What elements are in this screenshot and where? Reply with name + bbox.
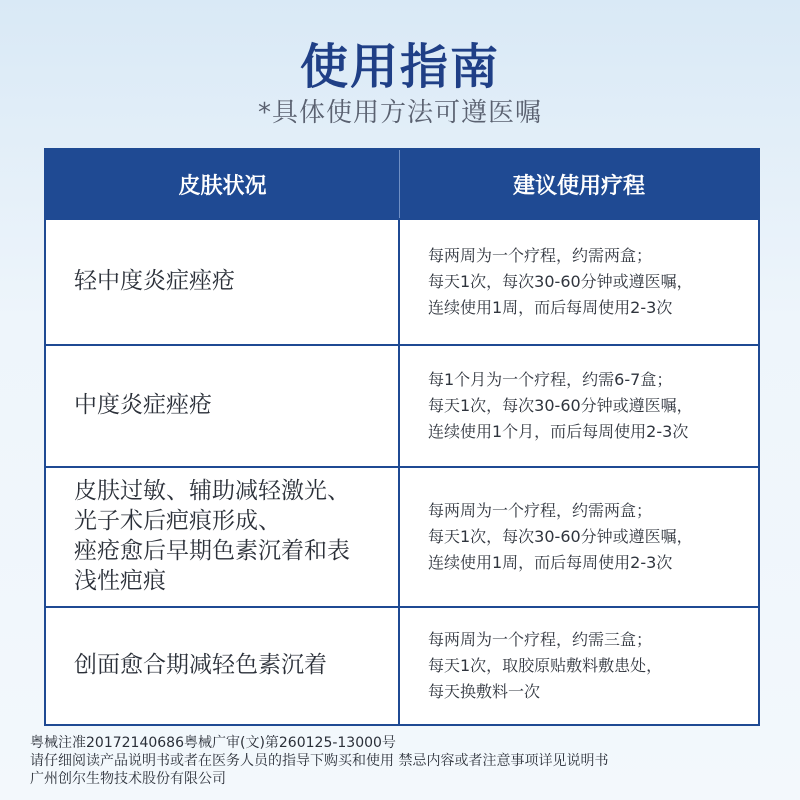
course-cell	[400, 468, 758, 606]
condition-line: 皮肤过敏、辅助减轻激光、	[74, 478, 350, 505]
course-line: 每天换敷料一次	[428, 682, 541, 701]
course-line: 每1个月为一个疗程，约需6-7盒；	[428, 370, 673, 389]
table-row	[46, 218, 758, 344]
course-cell	[400, 220, 758, 344]
condition-cell: 创面愈合期减轻色素沉着	[46, 608, 400, 724]
course-line: 每两周为一个疗程，约需两盒；	[428, 246, 653, 265]
usage-table	[44, 148, 760, 726]
usage-notice: 请仔细阅读产品说明书或者在医务人员的指导下购买和使用 禁忌内容或者注意事项详见说明书	[30, 753, 609, 769]
course-line: 每天1次，每次30-60分钟或遵医嘱，	[428, 527, 693, 546]
company-name: 广州创尔生物技术股份有限公司	[30, 771, 226, 787]
table-header	[46, 150, 758, 218]
course-line: 连续使用1个月，而后每周使用2-3次	[428, 422, 689, 441]
condition-cell: 中度炎症痤疮	[46, 346, 400, 466]
course-cell	[400, 608, 758, 724]
condition-line: 浅性疤痕	[74, 567, 166, 594]
course-line: 每天1次，每次30-60分钟或遵医嘱，	[428, 272, 693, 291]
header-skin-condition: 皮肤状况	[46, 150, 400, 218]
condition-line: 光子术后疤痕形成、	[74, 508, 281, 535]
course-line: 每天1次，每次30-60分钟或遵医嘱，	[428, 396, 693, 415]
page-title: 使用指南	[299, 39, 500, 95]
condition-line: 痤疮愈后早期色素沉着和表	[74, 538, 350, 564]
page-subtitle: *具体使用方法可遵医嘱	[257, 98, 542, 128]
footer-disclaimer	[30, 734, 790, 788]
condition-cell: 轻中度炎症痤疮	[46, 220, 400, 344]
table-row	[46, 344, 758, 466]
condition-cell	[46, 468, 400, 606]
table-row	[46, 466, 758, 606]
header-course: 建议使用疗程	[512, 173, 645, 199]
course-line: 每天1次，取胶原贴敷料敷患处，	[428, 656, 663, 675]
course-cell	[400, 346, 758, 466]
course-line: 连续使用1周，而后每周使用2-3次	[428, 298, 673, 317]
course-line: 连续使用1周，而后每周使用2-3次	[428, 553, 673, 572]
registration-number: 粤械注准20172140686粤械广审(文)第260125-13000号	[30, 735, 396, 751]
course-line: 每两周为一个疗程，约需两盒；	[428, 501, 653, 520]
table-row	[46, 606, 758, 724]
course-line: 每两周为一个疗程，约需三盒；	[428, 630, 653, 649]
